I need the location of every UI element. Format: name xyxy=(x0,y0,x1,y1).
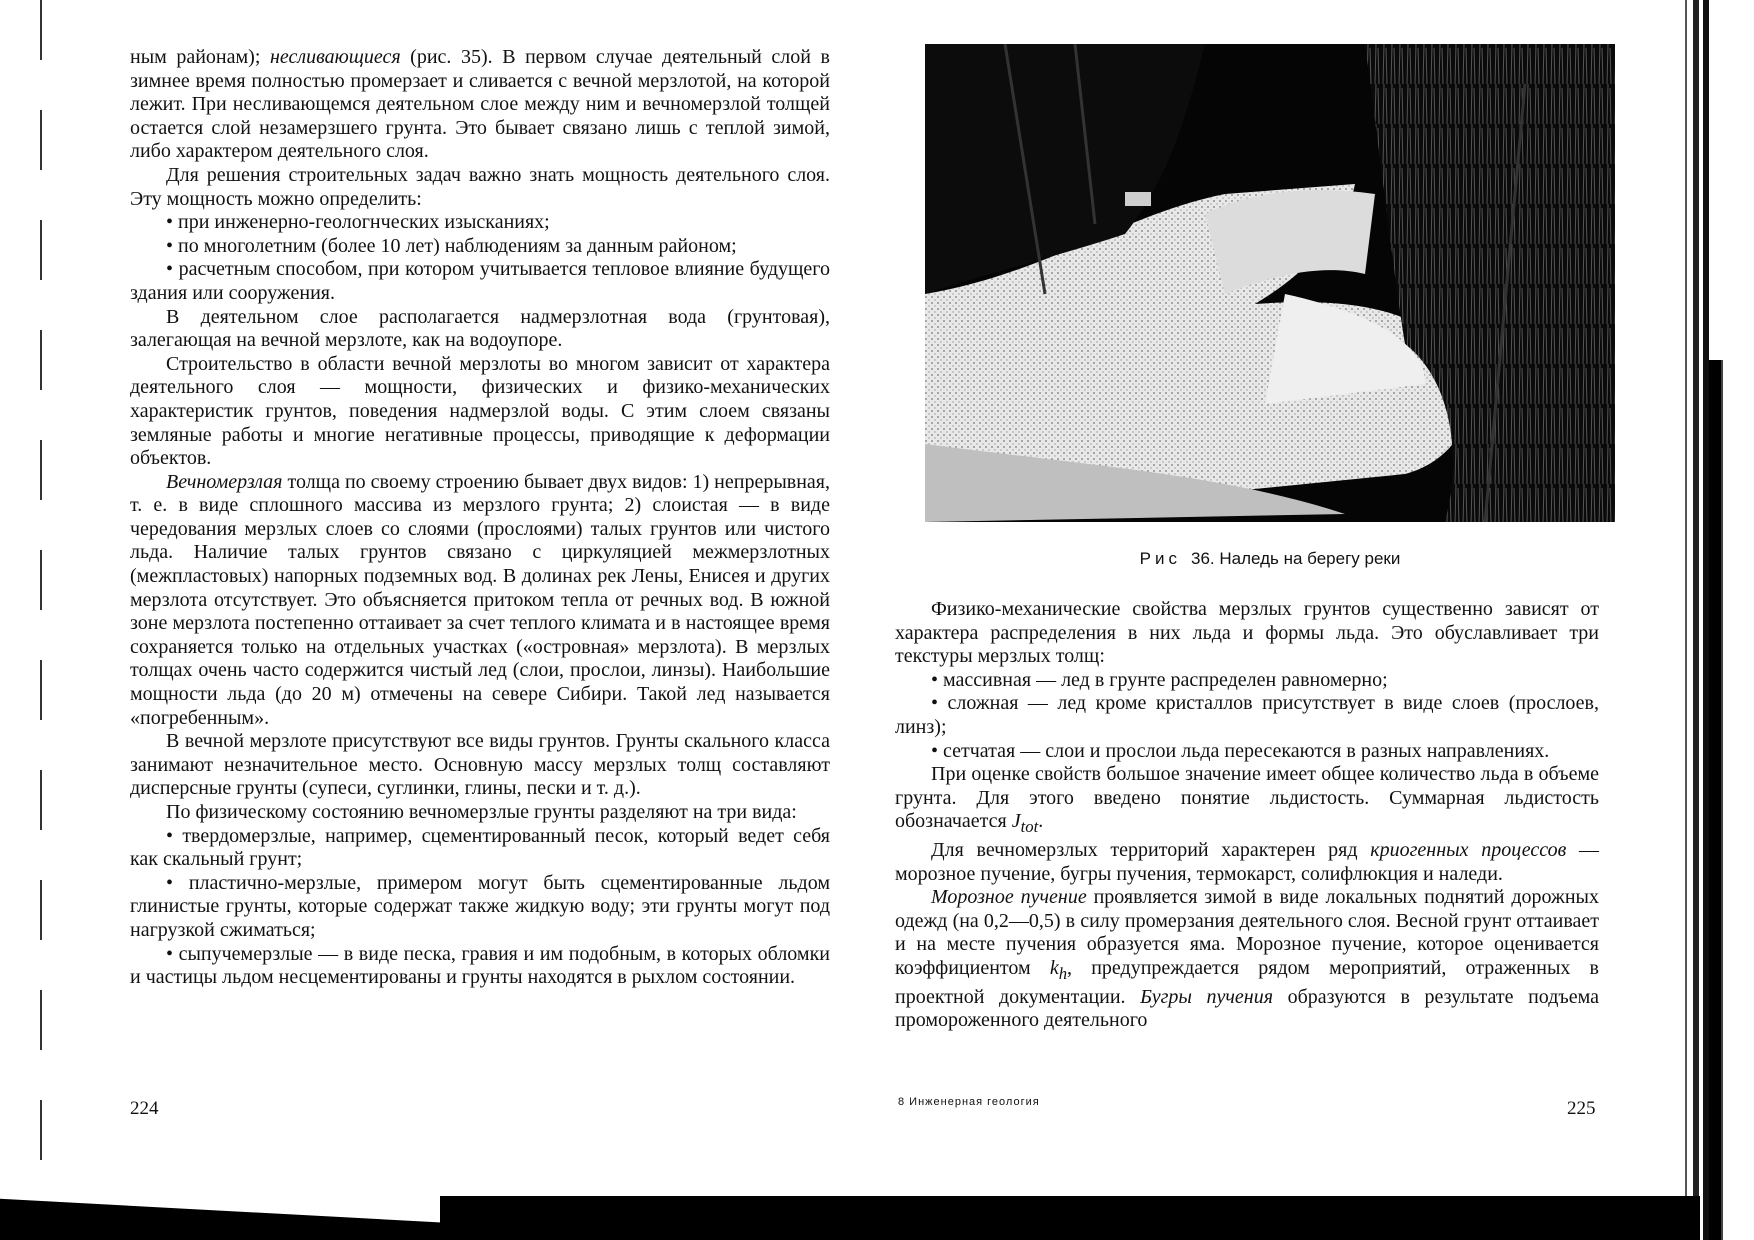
symbol-subscript: tot xyxy=(1020,817,1039,837)
paragraph: Морозное пучение проявляется зимой в виде локальных поднятий дорожных одежд (на 0,2—0,5) в силу промерзания деятельного слоя. Весной грунт оттаивает и на месте пучения образуется яма. Морозное пучение, которое оценивается коэффициентом $k_h$, предупреждается рядом мероприятий, отраженных в проектной документации. Бугры пучения образуются в результате подъема промороженного деятельного xyxy=(895,886,1599,1032)
bullet-item: • твердомерзлые, например, сцементированный песок, который ведет себя как скальный грунт; xyxy=(130,824,830,871)
bullet-item: • сетчатая — слои и прослои льда пересекаются в разных направлениях. xyxy=(931,739,1550,762)
bullet-item: • при инженерно-геологнческих изысканиях; xyxy=(166,211,550,234)
page-number-left: 224 xyxy=(130,1098,159,1119)
paragraph: В вечной мерзлоте присутствуют все виды грунтов. Грунты скального класса занимают незначительное место. Основную массу мерзлых толщ составляют дисперсные грунты (супеси, суглинки, глины, пески и т. д.). xyxy=(130,730,830,800)
symbol-subscript: h xyxy=(1058,963,1068,983)
bullet-item: • массивная — лед в грунте распределен равномерно; xyxy=(931,668,1388,691)
bullet-item: • пластично-мерзлые, примером могут быть сцементированные льдом глинистые грунты, которые содержат также жидкую воду; эти грунты могут под нагрузкой сжиматься; xyxy=(130,871,830,941)
paragraph: При оценке свойств большое значение имеет общее количество льда в объеме грунта. Для этого введено понятие льдистость. Суммарная льдистость обозначается $J_{tot}$. xyxy=(895,763,1599,837)
printer-signature: 8 Инженерная геология xyxy=(898,1096,1040,1108)
paragraph: Вечномерзлая толща по своему строению бывает двух видов: 1) непрерывная, т. е. в виде сплошного массива из мерзлого грунта; 2) слоистая — в виде чередования мерзлых слоев со слоями (прослоями) талых грунтов или чистого льда. Наличие талых грунтов связано с циркуляцией межмерзлотных (межпластовых) напорных подземных вод. В долинах рек Лены, Енисея и других мерзлота отсутствует. Это объясняется притоком тепла от речных вод. В южной зоне мерзлота постепенно оттаивает за счет теплого климата и в настоящее время сохраняется только на отдельных участках («островная» мерзлота). В мерзлых толщах очень часто содержится чистый лед (слои, прослои, линзы). Наибольшие мощности льда (до 20 м) отмечены на севере Сибири. Такой лед называется «погребенным». xyxy=(130,470,830,729)
bullet-item: • по многолетним (более 10 лет) наблюдениям за данным районом; xyxy=(166,234,737,257)
paragraph: По физическому состоянию вечномерзлые грунты разделяют на три вида: xyxy=(166,801,797,823)
scan-edge-right xyxy=(1685,0,1709,1240)
page-number-right: 225 xyxy=(1567,1098,1596,1119)
figure-label: Рис xyxy=(1139,549,1181,568)
paragraph: Для решения строительных задач важно знать мощность деятельного слоя. Эту мощность можно определить: xyxy=(130,163,830,210)
paragraph: В деятельном слое располагается надмерзлотная вода (грунтовая), залегающая на вечной мерзлоте, как на водоупоре. xyxy=(130,305,830,352)
figure-caption-text: 36. Наледь на берегу реки xyxy=(1191,549,1401,568)
paragraph: Строительство в области вечной мерзлоты во многом зависит от характера деятельного слоя — мощности, физических и физико-механических характеристик грунтов, поведения надмерзлой воды. С этим слоем связаны земляные работы и многие негативные процессы, приводящие к деформации объектов. xyxy=(130,352,830,470)
term-italic: Вечномерзлая xyxy=(166,470,283,493)
term-italic: Морозное пучение xyxy=(931,886,1087,909)
paragraph: Физико-механические свойства мерзлых грунтов существенно зависят от характера распределения в них льда и формы льда. Это обуславливает три текстуры мерзлых толщ: xyxy=(895,598,1599,668)
paragraph: Для вечномерзлых территорий характерен ряд криогенных процессов — морозное пучение, бугры пучения, термокарст, солифлюкция и наледи. xyxy=(895,838,1599,885)
term-italic: Бугры пучения xyxy=(1140,985,1274,1008)
bullet-item: • сыпучемерзлые — в виде песка, гравия и им подобным, в которых обломки и частицы льдом несцементированы и грунты находятся в рыхлом состоянии. xyxy=(130,942,830,989)
left-page-text xyxy=(130,46,830,990)
paragraph: ным районам); несливающиеся (рис. 35). В первом случае деятельный слой в зимнее время полностью промерзает и сливается с вечной мерзлотой, на которой лежит. При несливающемся деятельном слое между ним и вечномерзлой толщей остается слой незамерзшего грунта. Это бывает связано лишь с теплой зимой, либо характером деятельного слоя. xyxy=(130,46,830,163)
bullet-item: • расчетным способом, при котором учитывается тепловое влияние будущего здания или сооружения. xyxy=(130,258,830,304)
scan-shadow-bottom xyxy=(440,1196,1700,1240)
right-page-text xyxy=(895,598,1599,1033)
scan-edge-left xyxy=(40,0,42,1160)
bullet-item: • сложная — лед кроме кристаллов присутствует в виде слоев (прослоев, линз); xyxy=(895,692,1599,738)
figure-photo-river-ice xyxy=(925,44,1615,522)
figure-caption xyxy=(925,549,1615,569)
ice-photo-illustration xyxy=(925,44,1615,522)
term-italic: несливающиеся xyxy=(269,46,401,68)
scan-shadow-right xyxy=(1709,360,1754,1240)
symbol: k xyxy=(1049,956,1059,979)
scan-shadow-bottom-left xyxy=(0,1185,460,1240)
symbol: J xyxy=(1011,810,1021,833)
term-italic: криогенных процессов xyxy=(1370,838,1567,861)
